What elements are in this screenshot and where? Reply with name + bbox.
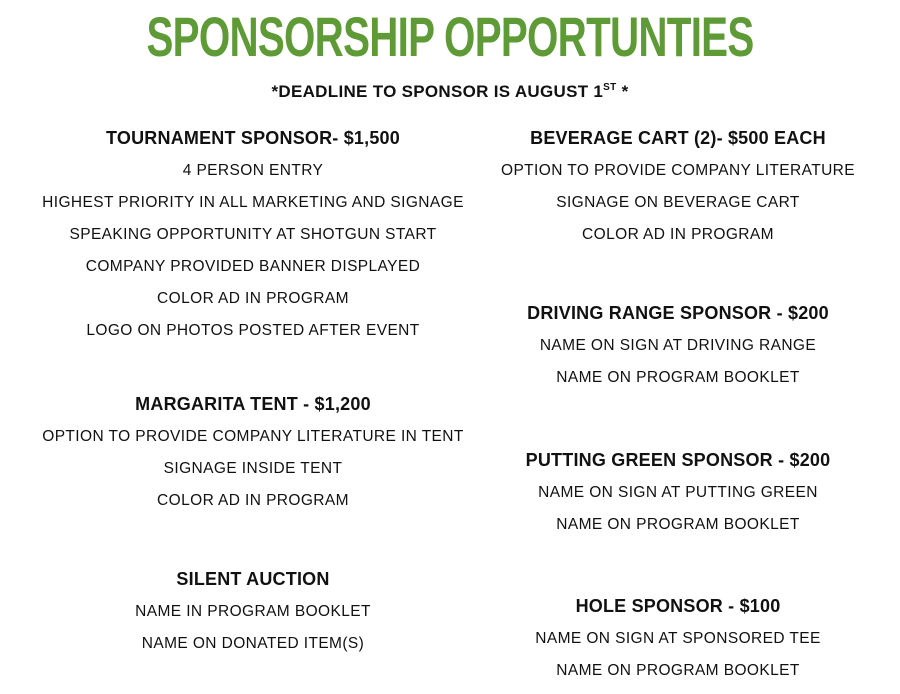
section-heading: DRIVING RANGE SPONSOR - $200 xyxy=(527,303,829,323)
benefit-line: NAME ON PROGRAM BOOKLET xyxy=(556,662,800,679)
benefit-line: HIGHEST PRIORITY IN ALL MARKETING AND SIGNAGE xyxy=(42,194,464,211)
benefit-line: NAME ON PROGRAM BOOKLET xyxy=(556,369,800,386)
benefit-line: 4 PERSON ENTRY xyxy=(182,162,324,179)
benefit-line: LOGO ON PHOTOS POSTED AFTER EVENT xyxy=(86,322,420,339)
deadline-text-end: * xyxy=(616,82,629,101)
section-heading: SILENT AUCTION xyxy=(176,569,330,589)
benefit-line: OPTION TO PROVIDE COMPANY LITERATURE IN TENT xyxy=(42,428,464,445)
benefit-line: SIGNAGE INSIDE TENT xyxy=(163,460,343,477)
section-heading: MARGARITA TENT - $1,200 xyxy=(135,394,371,414)
section-heading: PUTTING GREEN SPONSOR - $200 xyxy=(525,450,831,470)
benefit-line: OPTION TO PROVIDE COMPANY LITERATURE xyxy=(500,162,856,179)
benefit-line: NAME ON SIGN AT SPONSORED TEE xyxy=(535,630,821,647)
deadline-text: *DEADLINE TO SPONSOR IS AUGUST 1 xyxy=(271,82,604,101)
sponsor-section-hole xyxy=(458,594,898,692)
section-heading: HOLE SPONSOR - $100 xyxy=(575,596,781,616)
benefit-line: NAME ON SIGN AT DRIVING RANGE xyxy=(539,337,817,354)
benefit-line: NAME ON PROGRAM BOOKLET xyxy=(556,516,800,533)
benefit-line: COLOR AD IN PROGRAM xyxy=(157,492,349,509)
benefit-line: COLOR AD IN PROGRAM xyxy=(157,290,349,307)
sponsor-section-putting-green xyxy=(458,448,898,546)
deadline-ordinal-suffix: ST xyxy=(603,82,617,93)
sponsor-section-beverage-cart xyxy=(458,126,898,256)
benefit-line: COLOR AD IN PROGRAM xyxy=(582,226,774,243)
sponsor-section-silent-auction xyxy=(3,567,503,665)
benefit-line: NAME ON SIGN AT PUTTING GREEN xyxy=(538,484,818,501)
benefit-line: SPEAKING OPPORTUNITY AT SHOTGUN START xyxy=(69,226,437,243)
deadline-notice xyxy=(0,82,900,102)
benefit-line: SIGNAGE ON BEVERAGE CART xyxy=(556,194,800,211)
section-heading: BEVERAGE CART (2)- $500 EACH xyxy=(530,128,826,148)
sponsor-section-tournament xyxy=(3,126,503,352)
page-title: SPONSORSHIP OPPORTUNTIES xyxy=(146,5,754,68)
sponsor-section-driving-range xyxy=(458,301,898,399)
benefit-line: COMPANY PROVIDED BANNER DISPLAYED xyxy=(85,258,421,275)
benefit-line: NAME ON DONATED ITEM(S) xyxy=(141,635,365,652)
section-heading: TOURNAMENT SPONSOR- $1,500 xyxy=(106,128,400,148)
sponsor-section-margarita-tent xyxy=(3,392,503,522)
benefit-line: NAME IN PROGRAM BOOKLET xyxy=(135,603,371,620)
